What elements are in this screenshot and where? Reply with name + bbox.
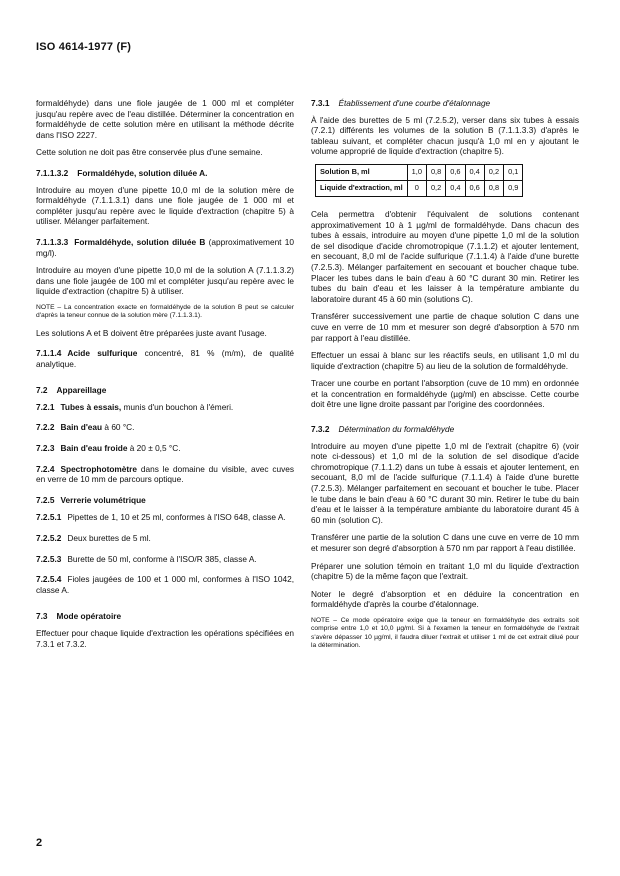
table-cell: 0,8	[426, 164, 445, 180]
item-7-2-5	[36, 495, 294, 506]
table-row	[316, 164, 523, 180]
section-title-rest: dans le domaine du visible, avec cuves en verre de 10 mm de parcours optique.	[36, 463, 294, 485]
section-number: 7.3.2	[311, 424, 330, 435]
item-7-2-2	[36, 422, 294, 433]
table-cell: 0,2	[484, 164, 503, 180]
section-title-rest: concentré, 81 % (m/m), de qualité analytique.	[36, 348, 294, 369]
table-cell: 0,4	[446, 180, 465, 196]
section-number: 7.1.1.4	[36, 348, 62, 359]
section-number: 7.2.3	[36, 443, 55, 454]
table-cell: 0,6	[446, 164, 465, 180]
item-text: Deux burettes de 5 ml.	[67, 533, 151, 544]
section-number: 7.2	[36, 385, 48, 396]
section-title: Formaldéhyde, solution diluée A.	[77, 167, 208, 178]
heading-7-1-1-3-2	[36, 168, 294, 179]
paragraph-etalonnage: À l'aide des burettes de 5 ml (7.2.5.2), verser dans six tubes à essais (7.2.1) différents les volumes de la solution B (7.1.1.3.3) d'après le tableau suivant, et compléter chacun jusqu'à 1,0 ml en y ajoutant le volume approprié de liquide d'extraction (chapitre 5).	[311, 114, 579, 157]
paragraph-mode-operatoire: Effectuer pour chaque liquide d'extraction les opérations spécifiées en 7.3.1 et 7.3.2.	[36, 628, 294, 649]
item-text: Fioles jaugées de 100 et 1 000 ml, conformes à l'ISO 1042, classe A.	[36, 574, 294, 595]
table-cell: 0,1	[504, 164, 523, 180]
section-title: Bain d'eau	[60, 422, 103, 433]
heading-7-1-1-4	[36, 348, 294, 369]
heading-7-3	[36, 611, 294, 622]
table-cell: 0,2	[426, 180, 445, 196]
item-7-2-5-4	[36, 574, 294, 595]
heading-7-1-1-3-3	[36, 237, 294, 258]
item-7-2-5-1	[36, 512, 294, 523]
paragraph-cela: Cela permettra d'obtenir l'équivalent de solutions contenant approximativement 10 à 1 µg/ml de formaldéhyde. Dans chacun des tubes à essais, introduire au moyen d'une pipette 1,0 ml de la solution de sel disodique d'acide chromotropique (7.1.1.2) et ajouter lentement, en secouant, 8,0 ml de l'acide sulfurique (7.1.1.4) à l'aide d'une burette (7.2.5.3). Mélanger parfaitement en secouant et boucher chaque tube. Placer les tubes dans le bain d'eau à 60 °C durant 30 min. Retirer les tubes du bain d'eau et les laisser à la température ambiante du laboratoire durant 45 à 60 min (solutions C).	[311, 208, 579, 304]
section-number: 7.2.5	[36, 494, 55, 505]
note-solution-b: NOTE – La concentration exacte en formaldéhyde de la solution B peut se calculer d'après la teneur connue de la solution mère (7.1.1.3.1).	[36, 303, 294, 320]
section-title: Acide sulfurique	[67, 348, 138, 359]
section-number: 7.1.1.3.3	[36, 236, 69, 247]
paragraph-transferer-2: Transférer une partie de la solution C dans une cuve en verre de 10 mm et mesurer son degré d'absorption à 570 nm par rapport à l'eau distillée.	[311, 532, 579, 553]
paragraph-solution-a: Introduire au moyen d'une pipette 10,0 ml de la solution mère de formaldéhyde (7.1.1.3.1) dans une fiole jaugée de 1 000 ml et compléter jusqu'au repère avec le liquide d'extraction (chapitre 5) à utiliser. Mélanger parfaitement.	[36, 184, 294, 227]
section-title: Formaldéhyde, solution diluée B	[74, 236, 206, 247]
table-cell: 0	[407, 180, 426, 196]
section-number: 7.1.1.3.2	[36, 167, 69, 178]
paragraph-solutions-ab: Les solutions A et B doivent être préparées juste avant l'usage.	[36, 327, 267, 338]
section-title: Appareillage	[56, 385, 107, 396]
row-label: Liquide d'extraction, ml	[316, 180, 408, 196]
calibration-table	[315, 164, 523, 197]
section-number: 7.3	[36, 611, 48, 622]
item-7-2-4	[36, 464, 294, 485]
item-7-2-5-3	[36, 554, 294, 565]
heading-7-2	[36, 385, 294, 396]
paragraph-tracer: Tracer une courbe en portant l'absorption (cuve de 10 mm) en ordonnée et la concentration en formaldéhyde (µg/ml) en abscisse. Cette courbe doit être une ligne droite passant par l'origine des coordonnées.	[311, 378, 579, 410]
left-column	[36, 98, 294, 656]
heading-7-3-1	[311, 98, 579, 109]
item-7-2-5-2	[36, 533, 294, 544]
item-text: Pipettes de 1, 10 et 25 ml, conformes à l'ISO 648, classe A.	[67, 512, 286, 523]
paragraph-conservation: Cette solution ne doit pas être conservée plus d'une semaine.	[36, 147, 263, 158]
table-cell: 0,4	[465, 164, 484, 180]
table-cell: 0,8	[484, 180, 503, 196]
section-title: Spectrophotomètre	[60, 463, 137, 474]
section-title-rest: à 20 ± 0,5 °C.	[127, 443, 181, 454]
row-label: Solution B, ml	[316, 164, 408, 180]
paragraph-determination: Introduire au moyen d'une pipette 1,0 ml de l'extrait (chapitre 6) (voir note ci-dessous) et 1,0 ml de la solution de sel disodique d'acide chromotropique (7.1.1.2) dans un tube à essais et ajouter lentement, en secouant, 8,0 ml de l'acide sulfurique (7.1.1.4) à l'aide d'une burette (7.2.5.3). Mélanger parfaitement en secouant et boucher le tube. Placer le tube dans le bain d'eau à 60 °C durant 30 min. Retirer le tube du bain d'eau et le laisser à la température ambiante du laboratoire durant 45 à 60 min (solution C).	[311, 440, 579, 525]
section-number: 7.2.4	[36, 463, 55, 474]
section-number: 7.2.5.3	[36, 553, 62, 564]
section-title: Tubes à essais,	[60, 401, 122, 412]
section-title-rest: munis d'un bouchon à l'émeri.	[121, 401, 234, 412]
section-title: Détermination du formaldéhyde	[338, 424, 455, 435]
table-cell: 0,9	[504, 180, 523, 196]
paragraph-essai-blanc: Effectuer un essai à blanc sur les réactifs seuls, en utilisant 1,0 ml du liquide d'extraction (chapitre 5) au lieu de la solution de formaldéhyde.	[311, 350, 579, 371]
heading-7-3-2	[311, 424, 579, 435]
section-title-rest: (approximativement 10 mg/l).	[36, 236, 294, 258]
page-number: 2	[36, 837, 43, 849]
table-row	[316, 180, 523, 196]
section-number: 7.2.2	[36, 422, 55, 433]
section-title-rest: à 60 °C.	[102, 422, 135, 433]
paragraph-intro: formaldéhyde) dans une fiole jaugée de 1 000 ml et compléter jusqu'au repère avec de l'eau distillée. Déterminer la concentration en formaldéhyde de cette solution mère en utilisant la méthode décrite dans l'ISO 2227.	[36, 98, 294, 140]
section-number: 7.2.1	[36, 401, 55, 412]
note-mode-operatoire: NOTE – Ce mode opératoire exige que la teneur en formaldéhyde des extraits soit comprise entre 1,0 et 10,0 µg/ml. Si à l'examen la teneur en formaldéhyde de l'extrait s'avère dépasser 10 µg/ml, il faudra diluer l'extrait et utiliser 1 ml de cet extrait dilué pour la détermination.	[311, 616, 579, 649]
section-number: 7.2.5.4	[36, 574, 62, 585]
right-column	[311, 98, 579, 657]
section-title: Établissement d'une courbe d'étalonnage	[338, 98, 491, 108]
section-title: Verrerie volumétrique	[60, 494, 146, 505]
section-title: Mode opératoire	[56, 611, 122, 622]
item-7-2-1	[36, 402, 294, 413]
paragraph-temoin: Préparer une solution témoin en traitant 1,0 ml du liquide d'extraction (chapitre 5) de la même façon que l'extrait.	[311, 560, 579, 582]
item-text: Burette de 50 ml, conforme à l'ISO/R 385, classe A.	[67, 553, 257, 564]
section-number: 7.3.1	[311, 98, 330, 108]
section-number: 7.2.5.2	[36, 533, 62, 544]
paragraph-solution-b: Introduire au moyen d'une pipette 10,0 ml de la solution A (7.1.1.3.2) dans une fiole jaugée de 100 ml et compléter jusqu'au repère avec le liquide d'extraction (chapitre 5) à utiliser.	[36, 265, 294, 297]
paragraph-transferer: Transférer successivement une partie de chaque solution C dans une cuve en verre de 10 mm et mesurer son degré d'absorption à 570 nm par rapport à l'eau distillée.	[311, 311, 579, 343]
item-7-2-3	[36, 443, 294, 454]
table-cell: 0,6	[465, 180, 484, 196]
paragraph-noter: Noter le degré d'absorption et en déduire la concentration en formaldéhyde d'après la courbe d'étalonnage.	[311, 588, 579, 610]
document-header: ISO 4614-1977 (F)	[36, 41, 132, 53]
section-title: Bain d'eau froide	[60, 443, 128, 454]
table-cell: 1,0	[407, 164, 426, 180]
section-number: 7.2.5.1	[36, 512, 62, 523]
